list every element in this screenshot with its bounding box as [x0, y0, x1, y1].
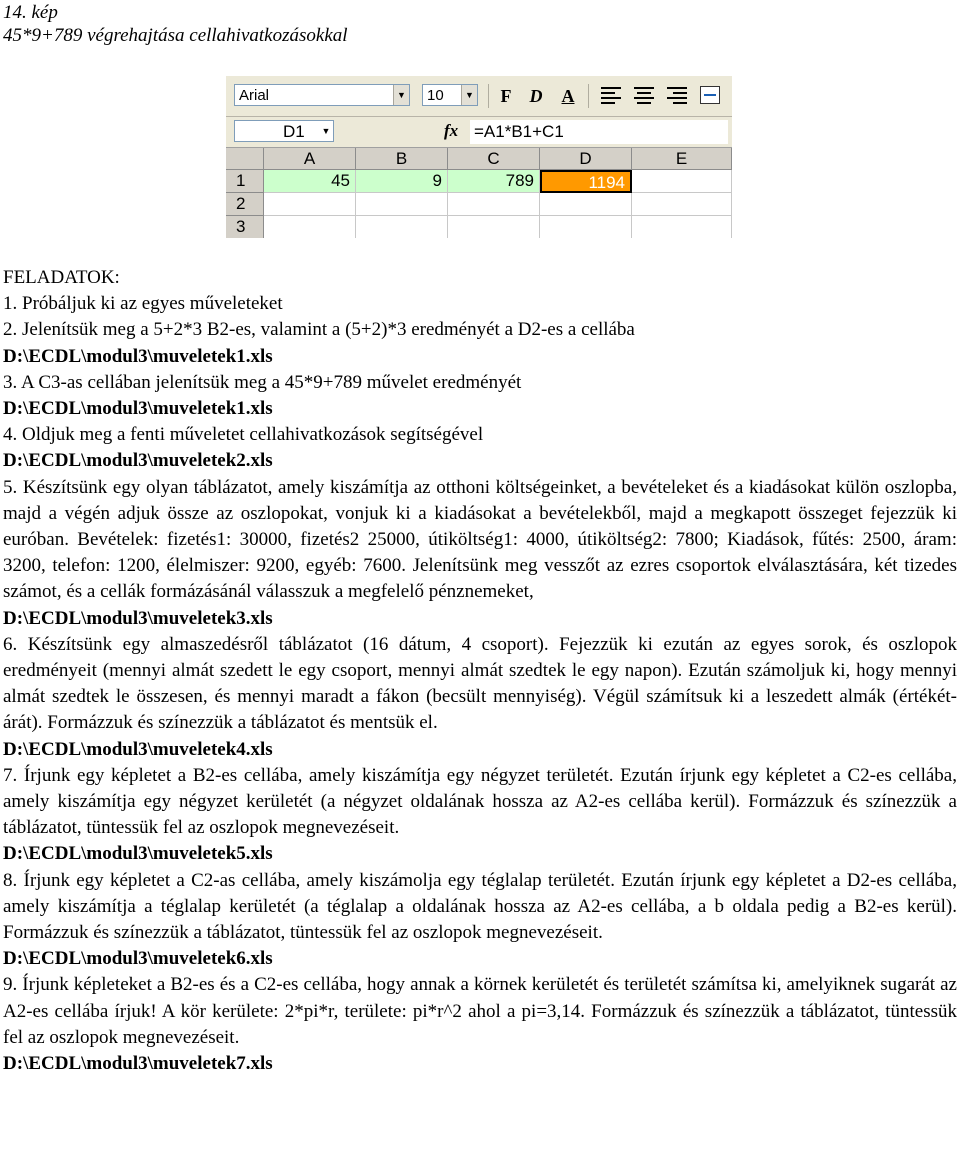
task-list — [3, 265, 957, 1077]
cell-d3[interactable] — [540, 216, 632, 238]
cell-c1[interactable]: 789 — [448, 170, 540, 193]
merge-center-icon[interactable] — [700, 86, 720, 104]
task-9: 9. Írjunk képleteket a B2-es és a C2-es cellába, hogy annak a körnek kerületét és területét számítsa ki, amelyiknek sugarát az A2-es cellába írjuk! A kör kerülete: 2*pi*r, területe: pi*r^2 ahol a pi=3,14. Formázzuk és színezzük a táblázatot, tüntessük fel az oszlopok megnevezéseit. — [3, 974, 957, 1048]
cell-c2[interactable] — [448, 193, 540, 216]
cell-b1[interactable]: 9 — [356, 170, 448, 193]
chevron-down-icon[interactable]: ▼ — [461, 85, 477, 105]
toolbar-divider — [488, 84, 489, 108]
figure-subtitle: 45*9+789 végrehajtása cellahivatkozásokkal — [3, 25, 348, 46]
file-path: D:\ECDL\modul3\muveletek3.xls — [3, 607, 273, 629]
formula-input[interactable]: =A1*B1+C1 — [470, 120, 728, 144]
column-header-e[interactable]: E — [632, 148, 732, 170]
column-header-c[interactable]: C — [448, 148, 540, 170]
underline-button[interactable]: A — [561, 86, 575, 106]
name-box-value: D1 — [283, 122, 305, 141]
cell-e2[interactable] — [632, 193, 732, 216]
row-header-3[interactable]: 3 — [226, 216, 264, 238]
task-5: 5. Készítsünk egy olyan táblázatot, amely kiszámítja az otthoni költségeinket, a bevételeket és a kiadásokat külön oszlopba, majd a végén adjuk össze az oszlopokat, vonjuk ki a kiadásokat a bevételekből, majd a megkapott összeget fejezzük ki euróban. Bevételek: fizetés1: 30000, fizetés2 25000, útiköltség1: 4000, útiköltség2: 7800; Kiadások, fűtés: 2500, áram: 3200, telefon: 1200, élelmiszer: 9200, egyéb: 7600. Jelenítsünk meg vesszőt az ezres csoportok elválasztására, két tizedes számot, és a cellák formázásánál válasszuk a megfelelő pénznemeket, — [3, 476, 957, 603]
align-right-icon[interactable] — [667, 86, 689, 106]
align-left-icon[interactable] — [601, 86, 623, 106]
name-box[interactable] — [234, 120, 334, 142]
cell-d2[interactable] — [540, 193, 632, 216]
cell-b2[interactable] — [356, 193, 448, 216]
cell-e1[interactable] — [632, 170, 732, 193]
font-name-value: Arial — [239, 87, 270, 104]
cell-b3[interactable] — [356, 216, 448, 238]
cell-a1[interactable]: 45 — [264, 170, 356, 193]
cell-a3[interactable] — [264, 216, 356, 238]
toolbar-divider — [588, 84, 589, 108]
italic-button[interactable]: D — [529, 86, 543, 106]
align-center-icon[interactable] — [634, 86, 656, 106]
font-size-select[interactable] — [422, 84, 478, 106]
formatting-toolbar — [226, 76, 732, 117]
task-7: 7. Írjunk egy képletet a B2-es cellába, amely kiszámítja egy négyzet területét. Ezután írjunk egy képletet a C2-es cellába, amely kiszámítja egy négyzet kerületét (a négyzet oldalának hossza az A2-es cellába kerül). Formázzuk és színezzük a táblázatot, tüntessük fel az oszlopok megnevezéseit. — [3, 764, 957, 839]
column-header-b[interactable]: B — [356, 148, 448, 170]
cell-e3[interactable] — [632, 216, 732, 238]
file-path: D:\ECDL\modul3\muveletek6.xls — [3, 948, 273, 970]
task-6: 6. Készítsünk egy almaszedésről táblázatot (16 dátum, 4 csoport). Fejezzük ki ezután az egyes sorok, és oszlopok eredményeit (mennyi almát szedett le egy csoport, mennyi almát szedtek le egy napon). Ezután számoljuk ki, hogy mennyi almát szedtek le összesen, és mennyi maradt a fákon (becsült mennyiség). Végül számítsuk ki a leszedett almák (értékét-árát). Formázzuk és színezzük a táblázatot és mentsük el. — [3, 633, 957, 734]
tasks-heading: FELADATOK: — [3, 267, 120, 288]
font-size-value: 10 — [427, 87, 444, 104]
excel-screenshot — [226, 76, 732, 238]
figure-number: 14. kép — [3, 2, 58, 23]
file-path: D:\ECDL\modul3\muveletek2.xls — [3, 450, 273, 472]
file-path: D:\ECDL\modul3\muveletek4.xls — [3, 738, 273, 760]
file-path: D:\ECDL\modul3\muveletek1.xls — [3, 398, 273, 420]
file-path: D:\ECDL\modul3\muveletek1.xls — [3, 345, 273, 367]
column-header-d[interactable]: D — [540, 148, 632, 170]
task-4: 4. Oldjuk meg a fenti műveletet cellahivatkozások segítségével — [3, 424, 484, 446]
cell-c3[interactable] — [448, 216, 540, 238]
cell-d1-selected[interactable]: 1194 — [540, 170, 632, 193]
task-1: 1. Próbáljuk ki az egyes műveleteket — [3, 293, 283, 315]
chevron-down-icon[interactable]: ▼ — [321, 126, 331, 136]
figure-caption — [3, 1, 348, 47]
select-all-corner[interactable] — [226, 148, 264, 170]
file-path: D:\ECDL\modul3\muveletek7.xls — [3, 1053, 273, 1075]
file-path: D:\ECDL\modul3\muveletek5.xls — [3, 843, 273, 865]
task-2: 2. Jelenítsük meg a 5+2*3 B2-es, valamint a (5+2)*3 eredményét a D2-es a cellába — [3, 319, 635, 341]
fx-icon[interactable]: fx — [444, 121, 459, 140]
task-3: 3. A C3-as cellában jelenítsük meg a 45*9+789 művelet eredményét — [3, 371, 522, 393]
column-header-a[interactable]: A — [264, 148, 356, 170]
cell-a2[interactable] — [264, 193, 356, 216]
bold-button[interactable]: F — [500, 86, 512, 106]
chevron-down-icon[interactable]: ▼ — [393, 85, 409, 105]
font-name-select[interactable] — [234, 84, 410, 106]
formula-bar — [226, 117, 732, 148]
row-header-1[interactable]: 1 — [226, 170, 264, 193]
row-header-2[interactable]: 2 — [226, 193, 264, 216]
task-8: 8. Írjunk egy képletet a C2-as cellába, amely kiszámolja egy téglalap területét. Ezután írjunk egy képletet a D2-es cellába, amely kiszámítja a téglalap kerületét (a téglalap a oldalának hossza az A2-es cellába, a b oldala pedig a B2-es kerül). Formázzuk és színezzük a táblázatot, tüntessük fel az oszlopok megnevezéseit. — [3, 869, 957, 944]
